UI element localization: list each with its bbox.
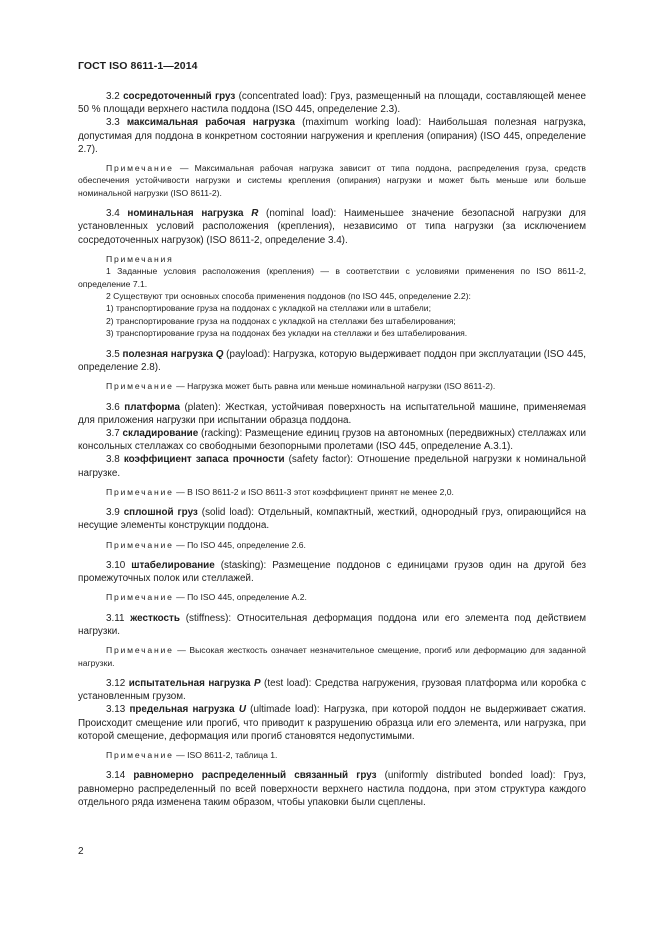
entry-number: 3.7 [106, 427, 120, 439]
entry-term: испытательная нагрузка [128, 677, 251, 689]
entry-3-14 [78, 769, 586, 809]
entry-number: 3.6 [106, 401, 120, 413]
page-number: 2 [78, 846, 84, 857]
entry-3-7 [78, 427, 586, 453]
note-text: Максимальная рабочая нагрузка зависит от типа поддона, распределения груза, средств обеспечения устойчивости нагрузки и системы крепления (опирания) нагрузки и может быть меньше или больше номинальной нагрузки (ISO 8611-2). [78, 163, 586, 198]
entry-text: (test load): Средства нагружения, грузовая платформа или коробка с установленным грузом. [78, 677, 586, 703]
entry-term: коэффициент запаса прочности [123, 454, 285, 466]
entry-text: (racking): Размещение единиц грузов на автономных (передвижных) стеллажах или консольных стеллажах со свободными безопорными пролетами (ISO 445, определение А.3.1). [78, 427, 586, 453]
entry-3-4 [78, 207, 586, 247]
entry-text: (concentrated load): Груз, размещенный на площади, составляющей менее 50 % площади верхнего настила поддона (ISO 445, определение 2.3). [78, 91, 586, 116]
entry-number: 3.2 [106, 91, 120, 102]
entry-number: 3.5 [106, 348, 120, 360]
entry-text: (platen): Жесткая, устойчивая поверхность на испытательной машине, применяемая для приложения нагрузки при испытании образца поддона. [78, 401, 587, 426]
note-item: 1 Заданные условия расположения (крепления) — в соответствии с условиями применения по ISO 8611-2, определение 7.1. [78, 266, 586, 289]
entry-3-2 [78, 90, 586, 116]
note-dash: — [173, 592, 188, 603]
note-dash: — [173, 163, 195, 174]
entry-term: штабелирование [131, 559, 215, 571]
note-3-3 [78, 162, 586, 199]
note-item: 2 Существуют три основных способа применения поддонов (по ISO 445, определение 2.2): [106, 291, 471, 302]
note-label: Примечание [106, 486, 174, 497]
entry-3-9 [78, 506, 586, 532]
note-dash: — [173, 381, 188, 392]
note-3-13 [78, 749, 586, 761]
entry-number: 3.3 [106, 117, 120, 129]
entry-term: складирование [122, 427, 199, 439]
note-label: Примечание [106, 592, 174, 603]
entry-text: (safety factor): Отношение предельной нагрузки к номинальной нагрузке. [78, 454, 586, 479]
entry-text: (stiffness): Относительная деформация поддона или его элемента под действием нагрузки. [78, 612, 586, 637]
entry-term: предельная нагрузка [129, 704, 235, 716]
entry-term: сплошной груз [123, 507, 198, 519]
entry-text: (uniformly distributed bonded load): Груз, равномерно распределенный по всей поверхности верхнего настила поддона, при этом структура каждого отдельного ряда изменена таким образом, чтобы упаковки были сцеплены. [78, 770, 586, 808]
note-text: По ISO 445, определение 2.6. [187, 539, 306, 550]
note-label: Примечание [106, 381, 174, 392]
entry-text: (ultimade load): Нагрузка, при которой поддон не выдерживает сжатия. Происходит смещение или прогиб, что приводит к разрушению образца или его элемента, или нагрузка, при которой смещение, деформация или прогиб становятся недопустимыми. [78, 704, 586, 742]
entry-3-5 [78, 348, 586, 374]
note-subitem: 3) транспортирование груза на поддонах без укладки на стеллажи и без штабелирования. [106, 328, 468, 339]
entry-term: жесткость [130, 612, 180, 624]
note-dash: — [173, 539, 188, 550]
note-dash: — [173, 486, 188, 497]
entry-number: 3.14 [106, 770, 126, 782]
entry-3-12 [78, 677, 586, 703]
entry-symbol: Q [215, 348, 224, 360]
note-3-10 [78, 591, 586, 603]
note-subitem: 2) транспортирование груза на поддонах с укладкой на стеллажи без штабелирования; [106, 315, 456, 326]
note-label: Примечание [106, 645, 174, 656]
document-header: ГОСТ ISO 8611-1—2014 [78, 60, 198, 72]
document-body [78, 90, 586, 809]
note-3-11 [78, 644, 586, 669]
entry-text: (payload): Нагрузка, которую выдерживает поддон при эксплуатации (ISO 445, определение 2.8). [78, 348, 586, 373]
entry-3-8 [78, 453, 586, 479]
entry-symbol: R [251, 208, 259, 220]
entry-number: 3.8 [106, 454, 120, 466]
note-3-5 [78, 380, 586, 392]
note-label: Примечание [106, 539, 174, 550]
entry-term: номинальная нагрузка [127, 208, 244, 220]
note-text: Высокая жесткость означает незначительное смещение, прогиб или деформацию для заданной нагрузки. [78, 645, 586, 668]
entry-3-13 [78, 703, 586, 743]
entry-term: сосредоточенный груз [123, 91, 236, 102]
entry-text: (solid load): Отдельный, компактный, жесткий, однородный груз, опирающийся на несущие элементы конструкции поддона. [78, 507, 586, 532]
entry-3-6 [78, 401, 586, 427]
entry-number: 3.10 [106, 559, 126, 571]
note-text: По ISO 445, определение А.2. [187, 592, 307, 603]
entry-number: 3.13 [106, 704, 126, 716]
entry-3-10 [78, 559, 586, 585]
note-label: Примечание [106, 749, 174, 760]
entry-text: (maximum working load): Наибольшая полезная нагрузка, допустимая для поддона в конкретном состоянии нагружения и крепления (опирания) (ISO 445, определение 2.7). [78, 117, 586, 155]
entry-symbol: U [238, 704, 246, 716]
note-text: Нагрузка может быть равна или меньше номинальной нагрузки (ISO 8611-2). [187, 381, 496, 392]
note-text: В ISO 8611-2 и ISO 8611-3 этот коэффициент принят не менее 2,0. [187, 486, 454, 497]
entry-number: 3.12 [106, 677, 126, 689]
entry-number: 3.4 [106, 208, 120, 220]
entry-3-11 [78, 612, 586, 638]
entry-text: (nominal load): Наименьшее значение безопасной нагрузки для установленных условий расположения (крепления), независимо от типа нагрузки (за исключением сосредоточенных нагрузок) (ISO 8611-2, определение 3.4). [78, 208, 587, 246]
entry-text: (stasking): Размещение поддонов с единицами грузов один на другой без промежуточных полок или стеллажей. [78, 559, 586, 585]
entry-term: равномерно распределенный связанный груз [133, 770, 377, 782]
note-3-8 [78, 486, 586, 498]
entry-term: платформа [124, 401, 180, 413]
notes-label: Примечания [106, 253, 174, 264]
notes-3-4 [78, 253, 586, 340]
entry-number: 3.9 [106, 507, 120, 519]
entry-number: 3.11 [106, 612, 125, 624]
entry-symbol: P [254, 677, 261, 689]
note-label: Примечание [106, 163, 174, 174]
entry-3-3 [78, 116, 586, 156]
note-dash: — [173, 749, 188, 760]
note-3-9 [78, 539, 586, 551]
note-text: ISO 8611-2, таблица 1. [187, 749, 278, 760]
entry-term: максимальная рабочая нагрузка [126, 117, 295, 129]
note-dash: — [173, 645, 190, 656]
note-subitem: 1) транспортирование груза на поддонах с укладкой на стеллажи или в штабели; [106, 303, 431, 314]
entry-term: полезная нагрузка [122, 348, 213, 360]
